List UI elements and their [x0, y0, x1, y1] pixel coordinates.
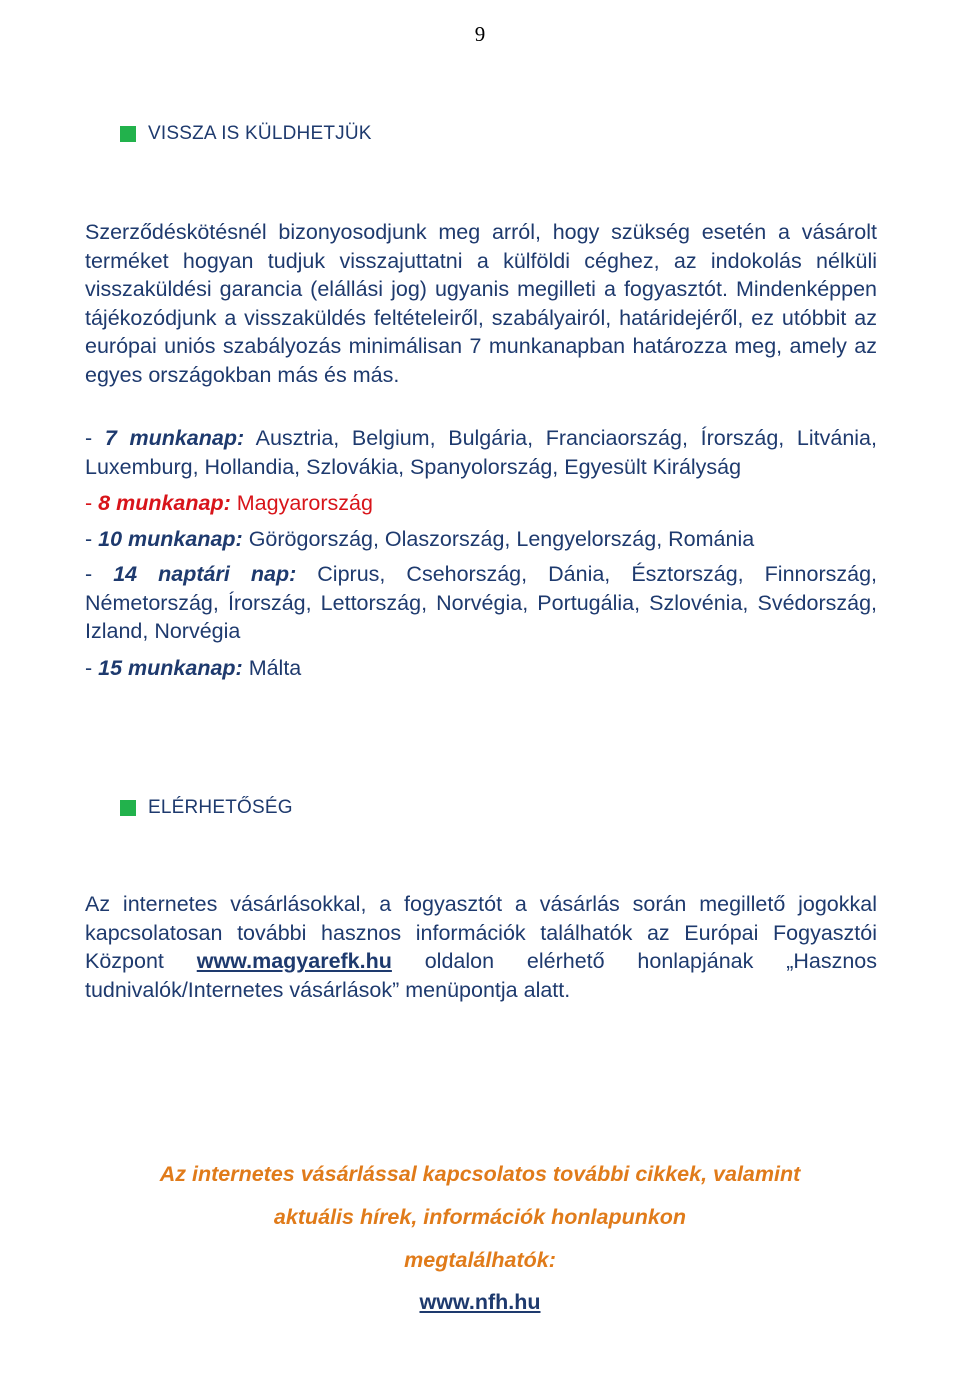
magyarefk-link[interactable]: www.magyarefk.hu [196, 949, 392, 973]
list-dash: - [85, 562, 114, 586]
list-item-text: Málta [242, 655, 302, 680]
contact-paragraph [85, 890, 877, 1004]
list-item-text: Görögország, Olaszország, Lengyelország, Románia [242, 526, 755, 551]
return-paragraph: Szerződéskötésnél bizonyosodjunk meg arról, hogy szükség esetén a vásárolt terméket hogyan tudjuk visszajuttatni a külföldi céghez, az indokolás nélküli visszaküldési garancia (elállási jog) ugyanis megilleti a fogyasztót. Mindenképpen tájékozódjunk a visszaküldés feltételeiről, szabályairól, határidejéről, ez utóbbit az európai uniós szabályozás minimálisan 7 munkanapban határozza meg, amely az egyes országokban más és más. [85, 220, 877, 387]
section-heading-return [120, 123, 372, 145]
list-item-text: Ausztria, Belgium, Bulgária, Franciaország, Írország, Litvánia, Luxemburg, Hollandia, Szlovákia, Spanyolország, Egyesült Királyság [85, 426, 877, 479]
contact-text-before: Az internetes vásárlásokkal, a fogyasztót a vásárlás során megillető jogokkal kapcsolatosan további hasznos információk találhatók az Európai Fogyasztói Központ [85, 892, 877, 973]
deadline-list [85, 424, 877, 690]
list-item [85, 489, 877, 518]
footer-line-2: aktuális hírek, információk honlapunkon [273, 1205, 687, 1229]
section-heading-text: ELÉRHETŐSÉG [148, 797, 293, 818]
footer-line-1: Az internetes vásárlással kapcsolatos további cikkek, valamint [159, 1162, 801, 1186]
nfh-link[interactable]: www.nfh.hu [419, 1290, 541, 1314]
list-item-text: Magyarország [230, 491, 373, 515]
green-square-bullet-icon [120, 126, 136, 142]
list-dash: - [85, 426, 105, 450]
list-item [85, 654, 877, 683]
footer-line-3: megtalálhatók: [404, 1248, 556, 1272]
list-dash: - [85, 526, 99, 551]
green-square-bullet-icon [120, 800, 136, 816]
page-number: 9 [474, 22, 486, 46]
list-item [85, 525, 877, 554]
list-item-label: 8 munkanap: [98, 491, 231, 515]
list-item [85, 424, 877, 481]
list-item-label: 15 munkanap: [98, 655, 243, 680]
section-heading-text: VISSZA IS KÜLDHETJÜK [148, 123, 372, 144]
list-item-label: 14 naptári nap: [113, 562, 297, 586]
list-item [85, 560, 877, 646]
list-item-text: Ciprus, Csehország, Dánia, Észtország, Finnország, Németország, Írország, Lettország, Norvégia, Portugália, Szlovénia, Svédország, Izland, Norvégia [85, 562, 877, 643]
contact-text-after: oldalon elérhető honlapjának „Hasznos tudnivalók/Internetes vásárlások” menüpontja alatt. [85, 949, 878, 1002]
list-item-label: 7 munkanap: [104, 426, 245, 450]
section-heading-contact [120, 797, 293, 819]
list-dash: - [85, 491, 99, 515]
list-dash: - [85, 655, 99, 680]
list-item-label: 10 munkanap: [98, 526, 243, 551]
